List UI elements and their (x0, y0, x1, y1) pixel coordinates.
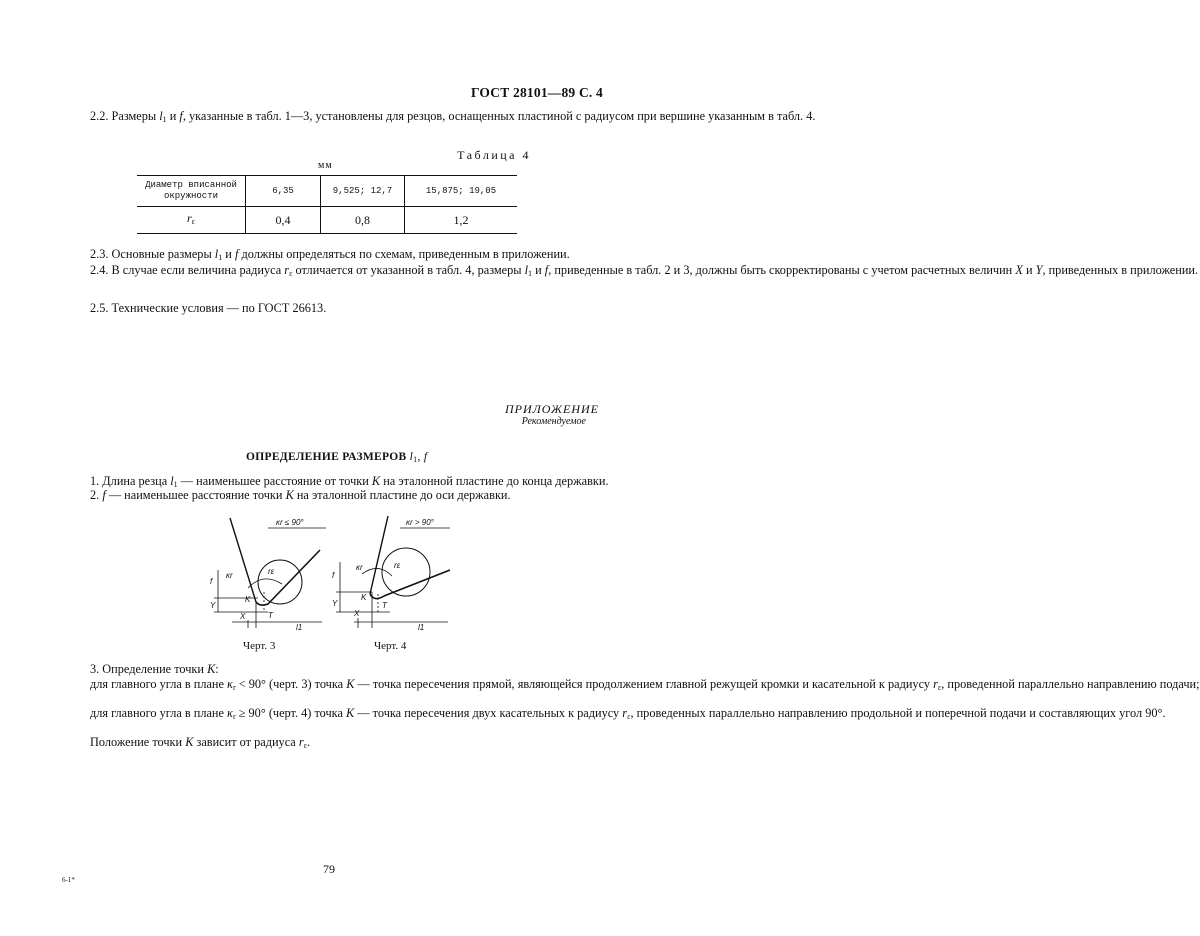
fig4-label-y: Y (332, 599, 338, 608)
fig3-label-l1: l1 (296, 623, 303, 632)
p22-and: и (169, 109, 177, 123)
fig3-label-r: rε (268, 567, 275, 576)
fig4-angle-arc (362, 568, 392, 576)
p3-b-text: — точка пересечения двух касательных к радиусу (357, 706, 620, 720)
definition-2 (62, 488, 600, 503)
paragraph-3-c (62, 735, 600, 754)
section-title-text: ОПРЕДЕЛЕНИЕ РАЗМЕРОВ (246, 451, 407, 463)
fig3-angle-label: κr ≤ 90° (276, 518, 304, 527)
radius-cell-1: 0,4 (246, 207, 321, 234)
section-title: ОПРЕДЕЛЕНИЕ РАЗМЕРОВ $l_1$, f (246, 451, 428, 464)
fig3-auxiliary-edge (230, 518, 256, 602)
d2-k: K (285, 488, 294, 502)
size-cell-2: 9,525; 12,7 (321, 176, 405, 207)
fig3-label-y: Y (210, 601, 216, 610)
d1-pre: 1. Длина резца (90, 474, 168, 488)
fig3-label-x: X (240, 612, 246, 621)
d2-mid: — наименьшее расстояние точки (108, 488, 283, 502)
fig4-label-f: f (332, 571, 335, 580)
paragraph-3-title (62, 662, 600, 677)
p23-l1-sub: 1 (218, 253, 223, 262)
table-header-row (137, 176, 517, 207)
fig4-inscribed-circle (382, 548, 430, 596)
p23-pre: 2.3. Основные размеры (90, 247, 212, 261)
table-unit: мм (318, 160, 333, 171)
fig3-cutting-edge (256, 550, 320, 605)
paragraph-3-a (62, 677, 1200, 696)
d2-f: f (102, 488, 106, 502)
p3-a-r-sub: ε (937, 683, 942, 692)
radius-label: r (186, 211, 192, 225)
p3-b-k: κ (227, 706, 233, 720)
fig4-label-l1: l1 (418, 623, 425, 632)
header-line-2: окружности (163, 191, 218, 201)
p24-and2: и (1025, 263, 1033, 277)
p22-pre: 2.2. Размеры (90, 109, 157, 123)
fig3-angle-arc (248, 579, 282, 588)
p3-b-pre: для главного угла в плане (90, 706, 224, 720)
fig3-label-kr: κr (226, 571, 233, 580)
d1-l-sub: 1 (173, 480, 178, 489)
p3-a-r: r (933, 677, 938, 691)
p3-b-post: , проведенных параллельно направлению продольной и поперечной подачи и составляющих угол 90°. (630, 706, 1166, 720)
table-caption: Таблица 4 (457, 148, 531, 162)
appendix-subtitle: Рекомендуемое (521, 416, 586, 427)
fig4-label-kr: κr (356, 563, 363, 572)
p23-f: f (234, 247, 239, 261)
p24-post: , приведенных в приложении. (1042, 263, 1199, 277)
fig4-angle-label: κr > 90° (406, 518, 434, 527)
p3-a-cond: < 90° (черт. 3) точка (238, 677, 344, 691)
d1-mid: — наименьшее расстояние от точки (180, 474, 369, 488)
p23-l1: l (214, 247, 219, 261)
section-title-l: l (409, 451, 414, 463)
d2-post: на эталонной пластине до оси державки. (296, 488, 511, 502)
p3-c-r: r (298, 735, 304, 749)
table-radius-row (137, 207, 517, 234)
size-cell-1: 6,35 (246, 176, 321, 207)
p3-a-k: κ (227, 677, 233, 691)
p24-pre: 2.4. В случае если величина радиуса (90, 263, 282, 277)
paragraph-2-4 (62, 263, 1199, 282)
table-4 (137, 175, 517, 234)
p3-b-cond: ≥ 90° (черт. 4) точка (238, 706, 343, 720)
p3-a-post: , проведенной параллельно направлению подачи; (941, 677, 1200, 691)
standard-header: ГОСТ 28101—89 С. 4 (470, 85, 603, 100)
p24-x: X (1015, 263, 1023, 277)
fig4-label-r: rε (394, 561, 401, 570)
p24-and: и (535, 263, 542, 277)
p24-r: r (284, 263, 290, 277)
p3-c-pre: Положение точки (90, 735, 183, 749)
appendix-title: ПРИЛОЖЕНИЕ (505, 402, 599, 416)
p24-l1-sub: 1 (528, 269, 533, 278)
p24-mid: отличается от указанной в табл. 4, размеры (295, 263, 522, 277)
p24-f: f (544, 263, 549, 277)
fig3-label-f: f (210, 577, 213, 586)
p22-f: f (179, 109, 183, 123)
figure-3-caption: Черт. 3 (243, 640, 276, 652)
fig4-label-x: X (354, 609, 360, 618)
p3-title-post: : (215, 662, 219, 676)
p3-a-k-sub: r (232, 683, 236, 692)
p25-text: 2.5. Технические условия — по ГОСТ 26613. (90, 301, 327, 315)
figure-4-diagram (330, 512, 452, 634)
fig4-label-k: K (361, 593, 367, 602)
p22-l1-sub: 1 (162, 115, 167, 124)
d2-pre: 2. (90, 488, 100, 502)
p3-a-pre: для главного угла в плане (90, 677, 224, 691)
p3-b-r-sub: ε (627, 712, 631, 721)
section-title-l-sub: 1 (413, 455, 418, 464)
p24-mid2: , приведенные в табл. 2 и 3, должны быть скорректированы с учетом расчетных величин (548, 263, 1013, 277)
radius-label-cell (137, 207, 246, 234)
p24-y: Y (1035, 263, 1043, 277)
section-title-f: f (423, 451, 428, 463)
d1-k: K (371, 474, 381, 488)
p3-title-k: K (207, 662, 216, 676)
d1-l: l (170, 474, 174, 488)
radius-label-sub: ε (191, 217, 196, 226)
p3-a-text: — точка пересечения прямой, являющейся продолжением главной режущей кромки и касательной к радиусу (357, 677, 931, 691)
p24-l1: l (524, 263, 529, 277)
p3-b-r: r (622, 706, 628, 720)
figure-4-caption: Черт. 4 (374, 640, 407, 652)
paragraph-3-b (62, 706, 1166, 725)
radius-cell-2: 0,8 (321, 207, 405, 234)
p3-a-point: K (346, 677, 355, 691)
table-header-cell (137, 176, 246, 207)
p3-c-r-sub: ε (303, 741, 308, 750)
p3-c-k: K (185, 735, 194, 749)
p3-c-post: . (307, 735, 311, 749)
p3-b-k-sub: r (232, 712, 236, 721)
d1-post: на эталонной пластине до конца державки. (383, 474, 609, 488)
p23-and: и (225, 247, 232, 261)
paragraph-2-2 (62, 109, 816, 128)
p3-title-pre: 3. Определение точки (90, 662, 204, 676)
size-cell-3: 15,875; 19,05 (405, 176, 518, 207)
header-line-1: Диаметр вписанной (145, 180, 237, 190)
page-number: 79 (323, 862, 335, 876)
fig3-inscribed-circle (258, 560, 302, 604)
fig3-label-k: K (245, 595, 251, 604)
p23-post: должны определяться по схемам, приведенным в приложении. (241, 247, 570, 261)
p22-post: , указанные в табл. 1—3, установлены для резцов, оснащенных пластиной с радиусом при вершине указанным в табл. 4. (182, 109, 816, 123)
print-mark: 6-1* (62, 876, 75, 884)
p22-l1: l (159, 109, 163, 123)
fig4-label-t: T (382, 601, 387, 610)
radius-cell-3: 1,2 (405, 207, 518, 234)
fig3-label-t: T (268, 611, 273, 620)
fig4-auxiliary-edge (370, 516, 388, 594)
p3-b-point: K (346, 706, 355, 720)
figure-3-diagram (208, 512, 328, 634)
p3-c-mid: зависит от радиуса (196, 735, 296, 749)
paragraph-2-5 (62, 301, 600, 316)
p24-r-sub: ε (289, 269, 293, 278)
